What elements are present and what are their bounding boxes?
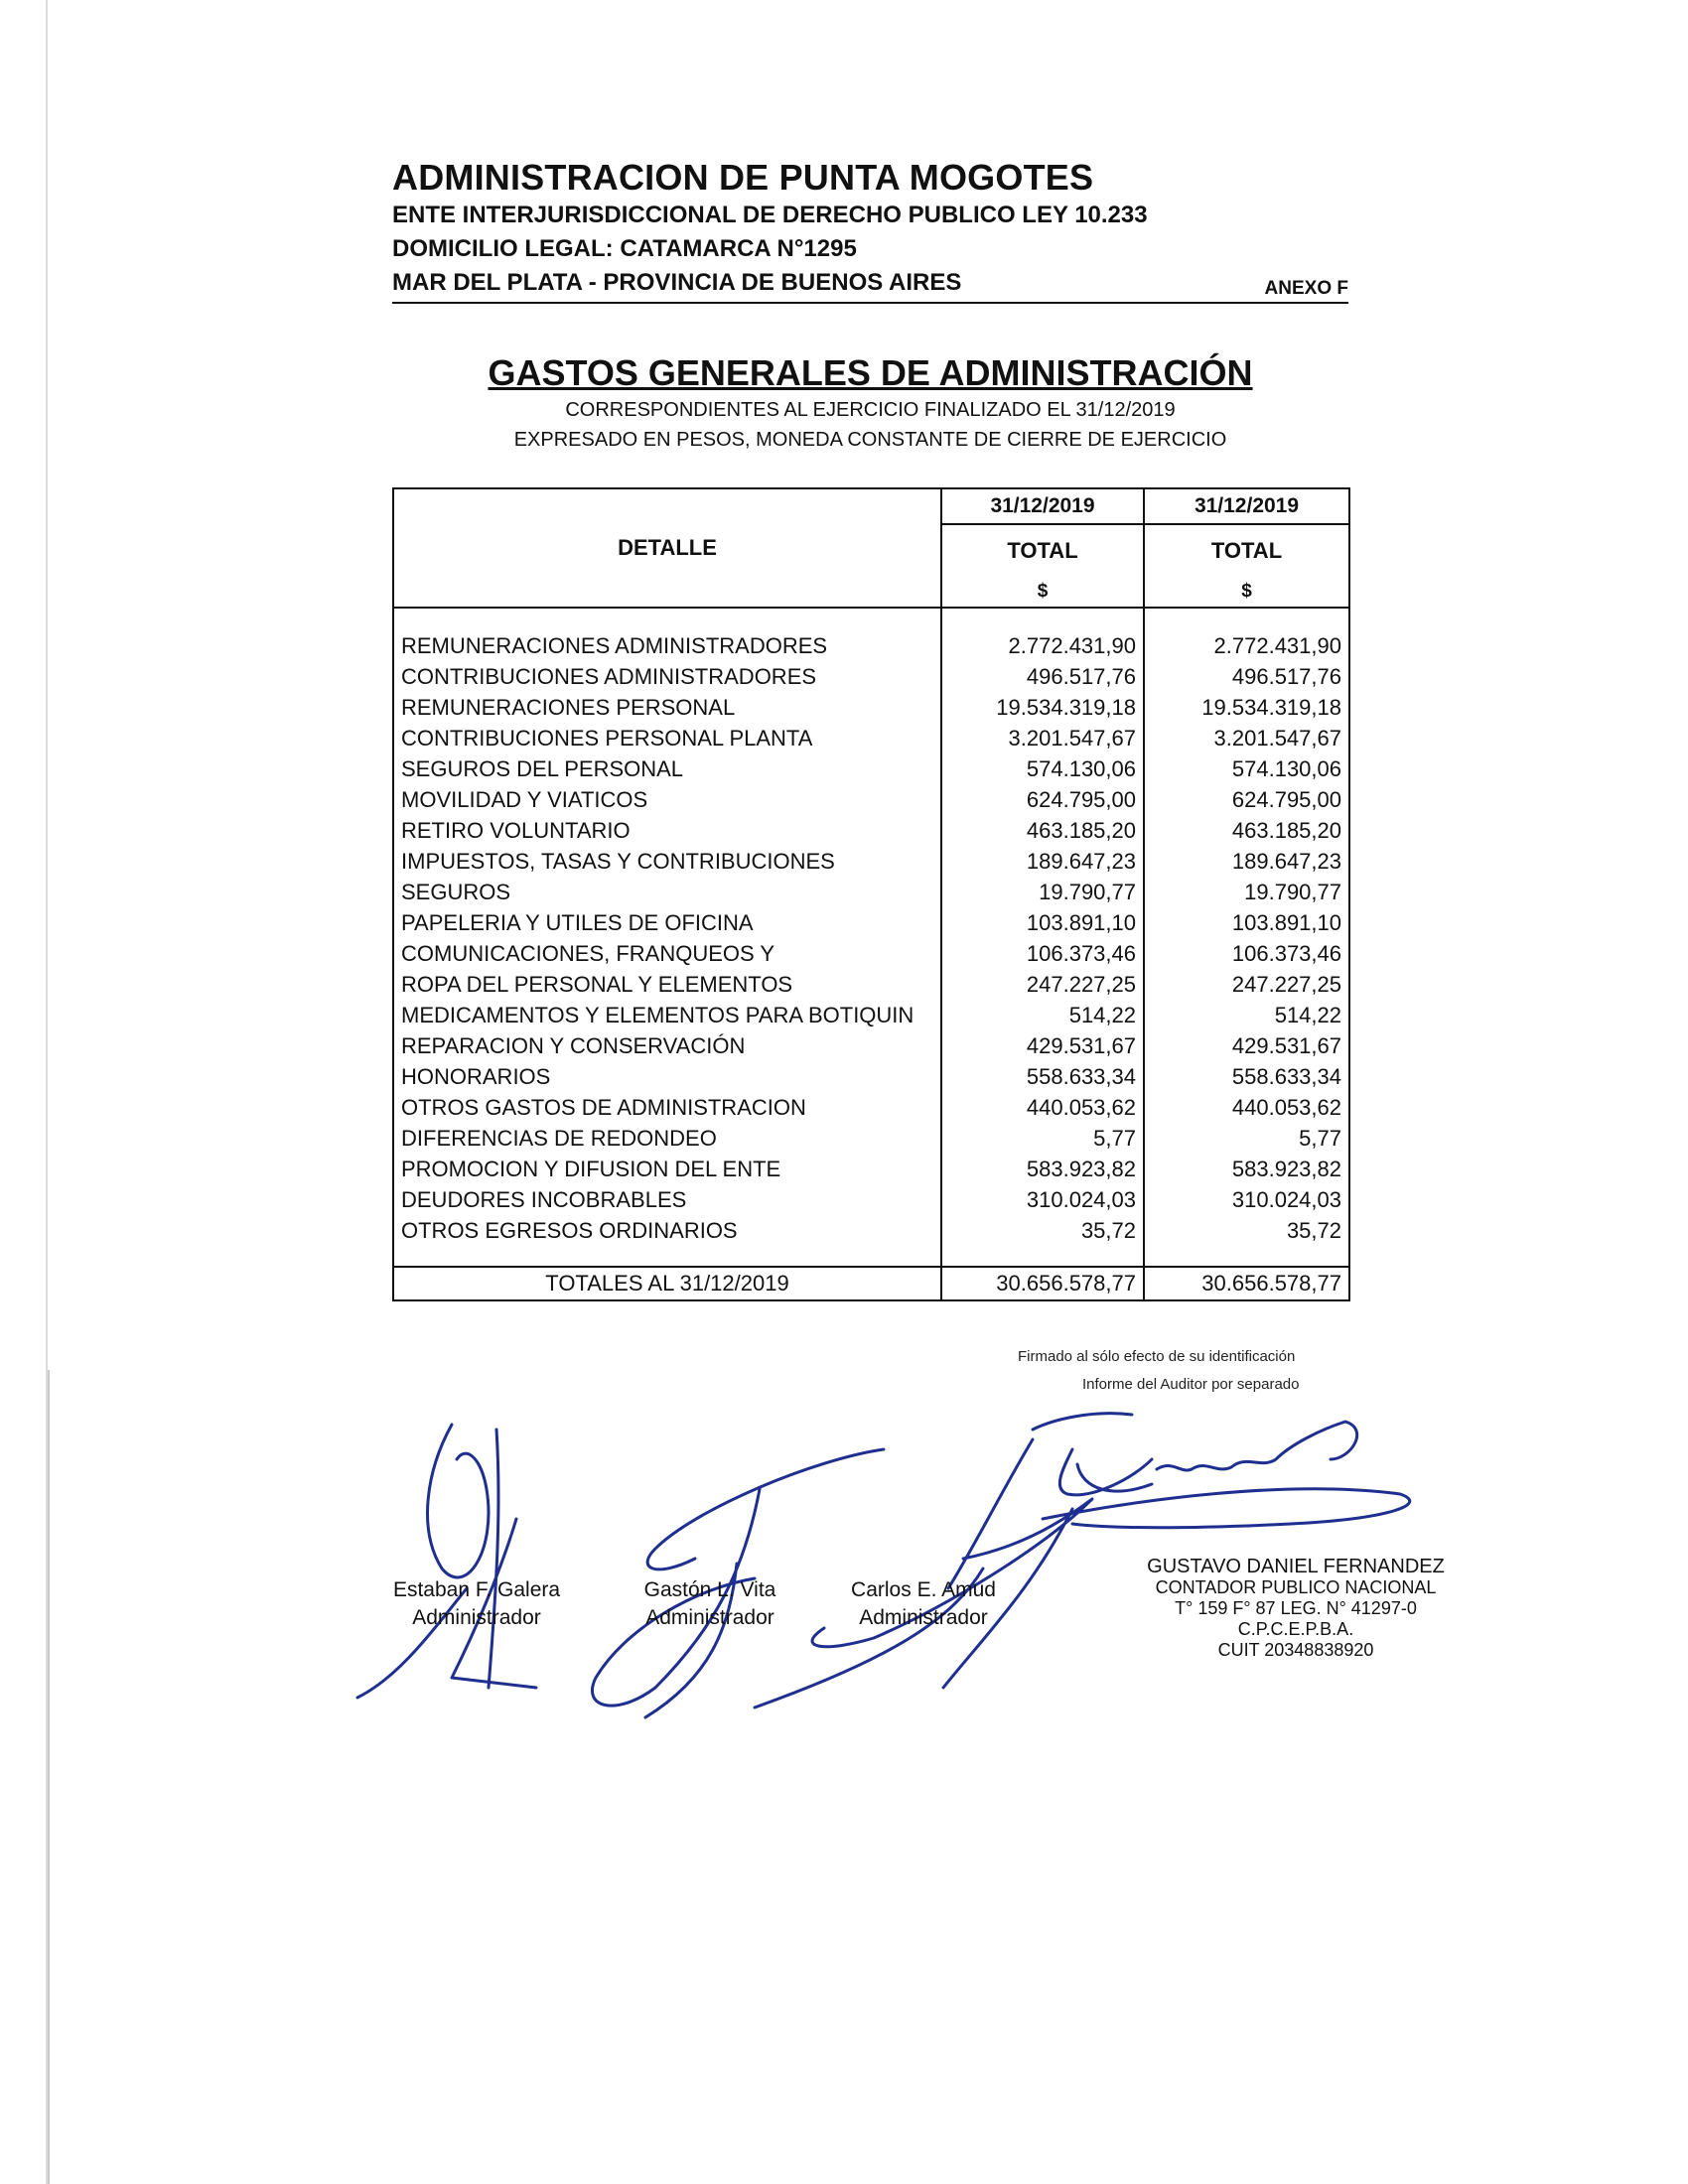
expense-col-a: 496.517,76 <box>941 661 1144 692</box>
expense-col-b: 624.795,00 <box>1144 784 1349 815</box>
annex-label: ANEXO F <box>1264 278 1348 299</box>
expense-concept: DIFERENCIAS DE REDONDEO <box>393 1123 941 1154</box>
col-b-date: 31/12/2019 <box>1144 488 1349 524</box>
expense-col-a: 3.201.547,67 <box>941 723 1144 753</box>
expense-concept: MEDICAMENTOS Y ELEMENTOS PARA BOTIQUIN <box>393 1000 941 1030</box>
entity-city-line: MAR DEL PLATA - PROVINCIA DE BUENOS AIRES <box>392 269 962 296</box>
expense-concept: CONTRIBUCIONES ADMINISTRADORES <box>393 661 941 692</box>
expense-concept: COMUNICACIONES, FRANQUEOS Y <box>393 938 941 969</box>
admin-2-name: Gastón L. Vita <box>643 1578 776 1601</box>
expense-col-a: 514,22 <box>941 1000 1144 1030</box>
auditor-registration: T° 159 F° 87 LEG. N° 41297-0 <box>1175 1598 1417 1618</box>
entity-name: ADMINISTRACION DE PUNTA MOGOTES <box>392 157 1094 198</box>
auditor-cuit: CUIT 20348838920 <box>1217 1640 1374 1660</box>
expense-concept: IMPUESTOS, TASAS Y CONTRIBUCIONES <box>393 846 941 877</box>
expense-col-a: 35,72 <box>941 1215 1144 1246</box>
admin-3-role: Administrador <box>859 1606 988 1629</box>
expense-concept: DEUDORES INCOBRABLES <box>393 1184 941 1215</box>
col-a-label: TOTAL <box>941 524 1144 577</box>
statement-subtitle-period: CORRESPONDIENTES AL EJERCICIO FINALIZADO EL 31/12/2019 <box>565 399 1176 421</box>
expense-col-a: 19.790,77 <box>941 877 1144 907</box>
admin-3-signatory <box>844 1576 1003 1632</box>
admin-2-signatory <box>635 1576 784 1632</box>
entity-address-line: DOMICILIO LEGAL: CATAMARCA N°1295 <box>392 235 857 262</box>
col-a-currency: $ <box>941 577 1144 608</box>
expense-concept: OTROS EGRESOS ORDINARIOS <box>393 1215 941 1246</box>
expense-col-a: 247.227,25 <box>941 969 1144 1000</box>
expense-concept: PAPELERIA Y UTILES DE OFICINA <box>393 907 941 938</box>
expense-col-a: 2.772.431,90 <box>941 630 1144 661</box>
expense-col-a: 19.534.319,18 <box>941 692 1144 723</box>
admin-3-name: Carlos E. Amud <box>851 1578 996 1601</box>
col-a-date: 31/12/2019 <box>941 488 1144 524</box>
expense-col-b: 103.891,10 <box>1144 907 1349 938</box>
expense-col-b: 5,77 <box>1144 1123 1349 1154</box>
totals-col-b: 30.656.578,77 <box>1144 1267 1349 1300</box>
auditor-council: C.P.C.E.P.B.A. <box>1237 1619 1354 1639</box>
expense-col-a: 103.891,10 <box>941 907 1144 938</box>
entity-legal-line: ENTE INTERJURISDICCIONAL DE DERECHO PUBLICO LEY 10.233 <box>392 202 1148 228</box>
expense-col-b: 2.772.431,90 <box>1144 630 1349 661</box>
expense-col-a: 440.053,62 <box>941 1092 1144 1123</box>
expense-col-b: 247.227,25 <box>1144 969 1349 1000</box>
expense-col-b: 310.024,03 <box>1144 1184 1349 1215</box>
expense-col-a: 574.130,06 <box>941 753 1144 784</box>
expense-col-a: 583.923,82 <box>941 1154 1144 1184</box>
auditor-title: CONTADOR PUBLICO NACIONAL <box>1155 1577 1437 1597</box>
expense-col-b: 440.053,62 <box>1144 1092 1349 1123</box>
admin-2-role: Administrador <box>645 1606 774 1629</box>
detail-header: DETALLE <box>393 488 941 608</box>
expense-col-a: 310.024,03 <box>941 1184 1144 1215</box>
signature-auditor <box>1033 1414 1410 1528</box>
expense-col-a: 624.795,00 <box>941 784 1144 815</box>
expense-col-b: 19.790,77 <box>1144 877 1349 907</box>
expense-col-b: 3.201.547,67 <box>1144 723 1349 753</box>
expense-col-b: 19.534.319,18 <box>1144 692 1349 723</box>
auditor-report-note: Informe del Auditor por separado <box>1082 1376 1300 1393</box>
expense-col-a: 558.633,34 <box>941 1061 1144 1092</box>
admin-1-signatory <box>382 1576 571 1632</box>
expense-col-a: 189.647,23 <box>941 846 1144 877</box>
expense-concept: REMUNERACIONES PERSONAL <box>393 692 941 723</box>
expense-concept: PROMOCION Y DIFUSION DEL ENTE <box>393 1154 941 1184</box>
expense-concept: ROPA DEL PERSONAL Y ELEMENTOS <box>393 969 941 1000</box>
expense-col-b: 35,72 <box>1144 1215 1349 1246</box>
expense-col-b: 106.373,46 <box>1144 938 1349 969</box>
expense-concept: RETIRO VOLUNTARIO <box>393 815 941 846</box>
expense-col-b: 496.517,76 <box>1144 661 1349 692</box>
expense-col-a: 463.185,20 <box>941 815 1144 846</box>
expense-col-b: 583.923,82 <box>1144 1154 1349 1184</box>
expense-col-b: 463.185,20 <box>1144 815 1349 846</box>
totals-label: TOTALES AL 31/12/2019 <box>393 1267 941 1300</box>
expense-col-b: 514,22 <box>1144 1000 1349 1030</box>
col-b-label: TOTAL <box>1144 524 1349 577</box>
admin-1-name: Estaban F. Galera <box>392 1578 561 1601</box>
statement-title: GASTOS GENERALES DE ADMINISTRACIÓN <box>488 352 1253 393</box>
expense-concept: REMUNERACIONES ADMINISTRADORES <box>393 630 941 661</box>
expense-col-b: 429.531,67 <box>1144 1030 1349 1061</box>
signature-admin-1 <box>357 1425 536 1698</box>
expense-col-a: 5,77 <box>941 1123 1144 1154</box>
auditor-name: GUSTAVO DANIEL FERNANDEZ <box>1147 1556 1445 1577</box>
expense-concept: SEGUROS <box>393 877 941 907</box>
expense-col-b: 189.647,23 <box>1144 846 1349 877</box>
expense-concept: SEGUROS DEL PERSONAL <box>393 753 941 784</box>
expense-concept: REPARACION Y CONSERVACIÓN <box>393 1030 941 1061</box>
expense-concept: OTROS GASTOS DE ADMINISTRACION <box>393 1092 941 1123</box>
expense-col-b: 574.130,06 <box>1144 753 1349 784</box>
expense-concept: MOVILIDAD Y VIATICOS <box>393 784 941 815</box>
expense-concept: CONTRIBUCIONES PERSONAL PLANTA <box>393 723 941 753</box>
identification-note: Firmado al sólo efecto de su identificación <box>1018 1348 1296 1365</box>
statement-subtitle-currency: EXPRESADO EN PESOS, MONEDA CONSTANTE DE CIERRE DE EJERCICIO <box>513 429 1227 451</box>
admin-1-role: Administrador <box>412 1606 541 1629</box>
expense-col-a: 106.373,46 <box>941 938 1144 969</box>
signature-admin-3 <box>755 1439 1092 1707</box>
expense-col-a: 429.531,67 <box>941 1030 1144 1061</box>
expense-col-b: 558.633,34 <box>1144 1061 1349 1092</box>
auditor-signatory <box>1132 1557 1460 1661</box>
col-b-currency: $ <box>1144 577 1349 608</box>
expense-concept: HONORARIOS <box>393 1061 941 1092</box>
totals-col-a: 30.656.578,77 <box>941 1267 1144 1300</box>
